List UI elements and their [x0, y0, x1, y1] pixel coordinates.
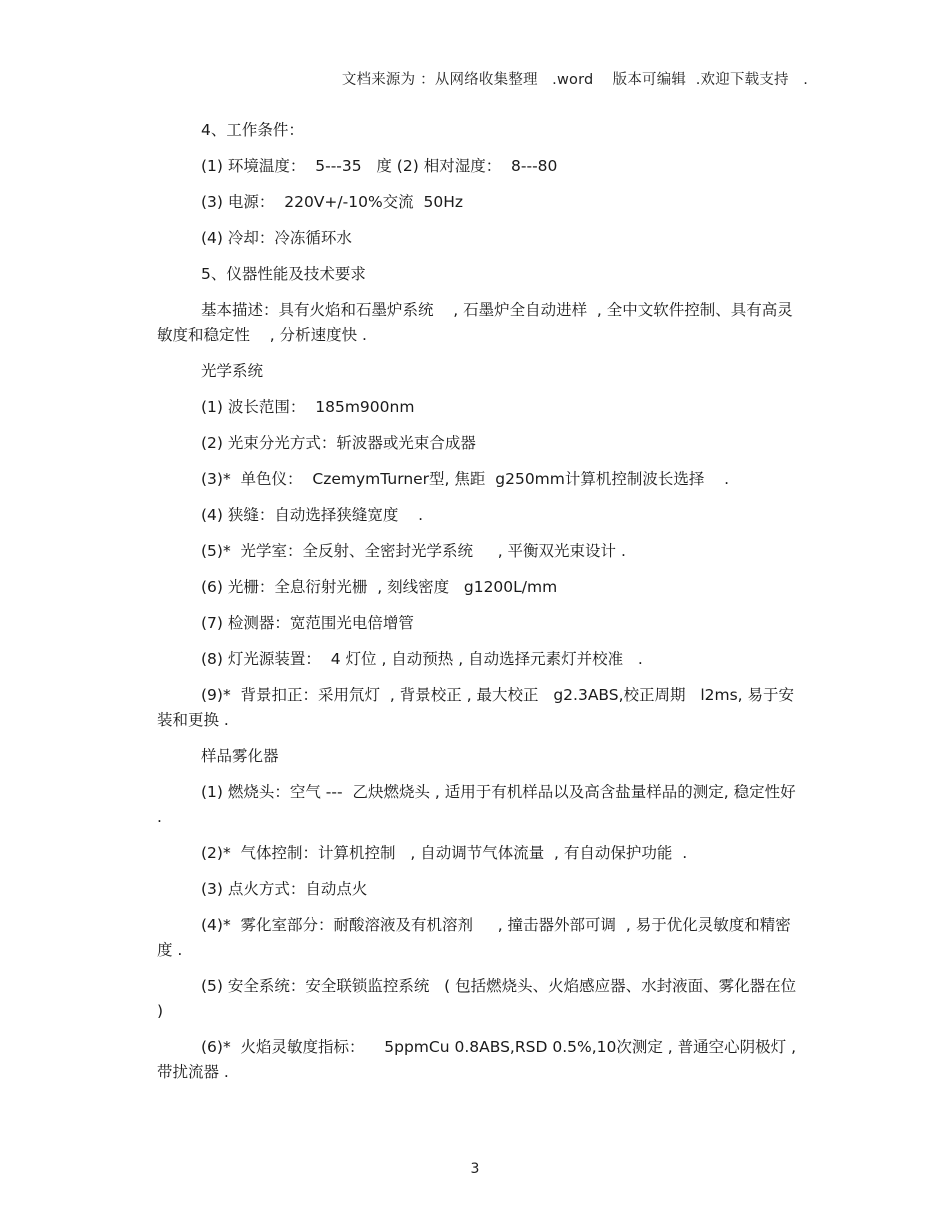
paragraph-power-supply: (3) 电源： 220V+/-10%交流 50Hz [201, 193, 464, 211]
paragraph-cooling: (4) 冷却：冷冻循环水 [201, 229, 352, 247]
paragraph-ignition: (3) 点火方式：自动点火 [201, 880, 368, 898]
document-body [157, 118, 806, 1096]
paragraph-background-correction: (9)* 背景扣正：采用氘灯 , 背景校正 , 最大校正 g2.3ABS,校正周期 l2ms, 易于安装和更换 . [157, 686, 795, 729]
paragraph-optical-chamber: (5)* 光学室：全反射、全密封光学系统 , 平衡双光束设计 . [201, 542, 626, 560]
paragraph-beam-splitting: (2) 光束分光方式：斩波器或光束合成器 [201, 434, 476, 452]
paragraph-detector: (7) 检测器：宽范围光电倍增管 [201, 614, 414, 632]
paragraph-slit: (4) 狭缝：自动选择狭缝宽度 . [201, 506, 424, 524]
paragraph-lamp-source: (8) 灯光源装置： 4 灯位 , 自动预热 , 自动选择元素灯并校准 . [201, 650, 643, 668]
paragraph-wavelength-range: (1) 波长范围： 185m900nm [201, 398, 415, 416]
paragraph-spray-chamber: (4)* 雾化室部分：耐酸溶液及有机溶剂 , 撞击器外部可调 , 易于优化灵敏度和精密度 . [157, 916, 791, 959]
document-source-header: 文档来源为 ：从网络收集整理 .word 版本可编辑 .欢迎下载支持 . [341, 72, 808, 88]
paragraph-basic-description: 基本描述：具有火焰和石墨炉系统 , 石墨炉全自动进样 , 全中文软件控制、具有高灵敏度和稳定性 , 分析速度快 . [157, 301, 793, 344]
paragraph-performance-heading: 5、仪器性能及技术要求 [201, 265, 366, 283]
paragraph-working-conditions-heading: 4、工作条件： [201, 121, 304, 139]
paragraph-grating: (6) 光栅：全息衍射光栅 , 刻线密度 g1200L/mm [201, 578, 558, 596]
page-number: 3 [470, 1161, 480, 1177]
paragraph-temperature-humidity: (1) 环境温度： 5---35 度 (2) 相对湿度： 8---80 [201, 157, 558, 175]
paragraph-optical-system-heading: 光学系统 [201, 362, 264, 380]
paragraph-gas-control: (2)* 气体控制：计算机控制 , 自动调节气体流量 , 有自动保护功能 . [201, 844, 688, 862]
paragraph-safety-system: (5) 安全系统：安全联锁监控系统 ( 包括燃烧头、火焰感应器、水封液面、雾化器在位 ) [157, 977, 806, 1020]
paragraph-burner-head: (1) 燃烧头：空气 --- 乙炔燃烧头 , 适用于有机样品以及高含盐量样品的测定, 稳定性好 . [157, 783, 801, 826]
paragraph-flame-sensitivity: (6)* 火焰灵敏度指标： 5ppmCu 0.8ABS,RSD 0.5%,10次测定 , 普通空心阴极灯 , 带扰流器 . [157, 1038, 801, 1081]
paragraph-nebulizer-heading: 样品雾化器 [201, 747, 279, 765]
paragraph-monochromator: (3)* 单色仪： CzemymTurner型, 焦距 g250mm计算机控制波长选择 . [201, 470, 730, 488]
